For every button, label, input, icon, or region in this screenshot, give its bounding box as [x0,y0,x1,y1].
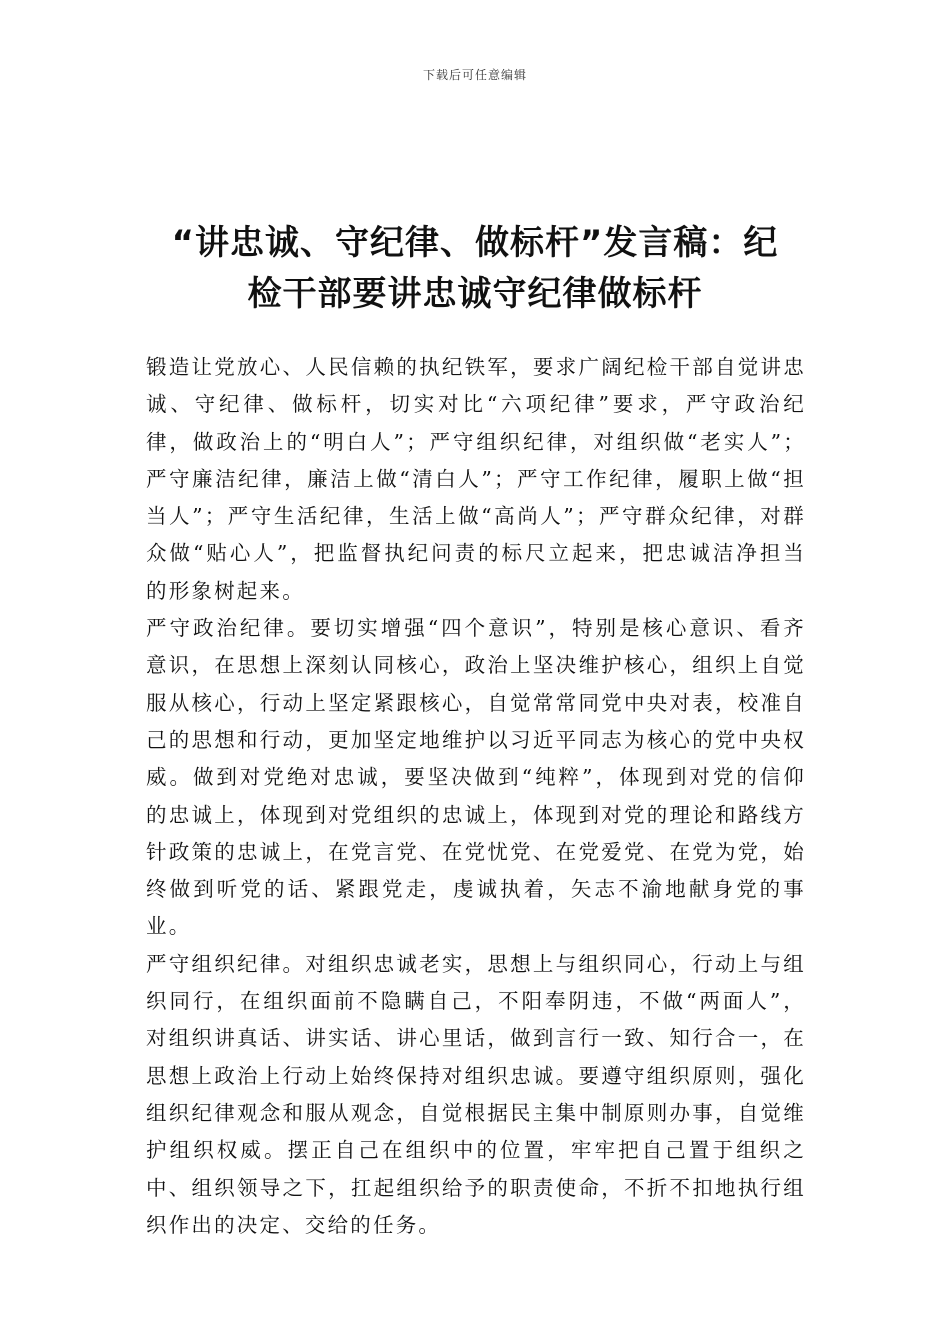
header-note: 下载后可任意编辑 [422,68,527,82]
paragraph-political-discipline: 严守政治纪律。要切实增强“四个意识”，特别是核心意识、看齐意识，在思想上深刻认同核心，政治上坚决维护核心，组织上自觉服从核心，行动上坚定紧跟核心，自觉常常同党中央对表，校准自己的思想和行动，更加坚定地维护以习近平同志为核心的党中央权威。做到对党绝对忠诚，要坚决做到“纯粹”，体现到对党的信仰的忠诚上，体现到对党组织的忠诚上，体现到对党的理论和路线方针政策的忠诚上，在党言党、在党忧党、在党爱党、在党为党，始终做到听党的话、紧跟党走，虔诚执着，矢志不渝地献身党的事业。 [146,616,806,939]
title-line-1: “讲忠诚、守纪律、做标杆”发言稿：纪 [171,223,779,263]
paragraph-intro: 锻造让党放心、人民信赖的执纪铁军，要求广阔纪检干部自觉讲忠诚、守纪律、做标杆，切实对比“六项纪律”要求，严守政治纪律，做政治上的“明白人”；严守组织纪律，对组织做“老实人”；严守廉洁纪律，廉洁上做“清白人”；严守工作纪律，履职上做“担当人”；严守生活纪律，生活上做“高尚人”；严守群众纪律，对群众做“贴心人”，把监督执纪问责的标尺立起来，把忠诚洁净担当的形象树起来。 [146,355,806,603]
title-line-2: 检干部要讲忠诚守纪律做标杆 [247,274,703,314]
paragraph-organizational-discipline: 严守组织纪律。对组织忠诚老实，思想上与组织同心，行动上与组织同行，在组织面前不隐瞒自己，不阳奉阴违，不做“两面人”，对组织讲真话、讲实话、讲心里话，做到言行一致、知行合一，在思想上政治上行动上始终保持对组织忠诚。要遵守组织原则，强化组织纪律观念和服从观念，自觉根据民主集中制原则办事，自觉维护组织权威。摆正自己在组织中的位置，牢牢把自己置于组织之中、组织领导之下，扛起组织给予的职责使命，不折不扣地执行组织作出的决定、交给的任务。 [146,951,806,1237]
document-title [130,218,820,320]
document-body [146,349,806,1244]
